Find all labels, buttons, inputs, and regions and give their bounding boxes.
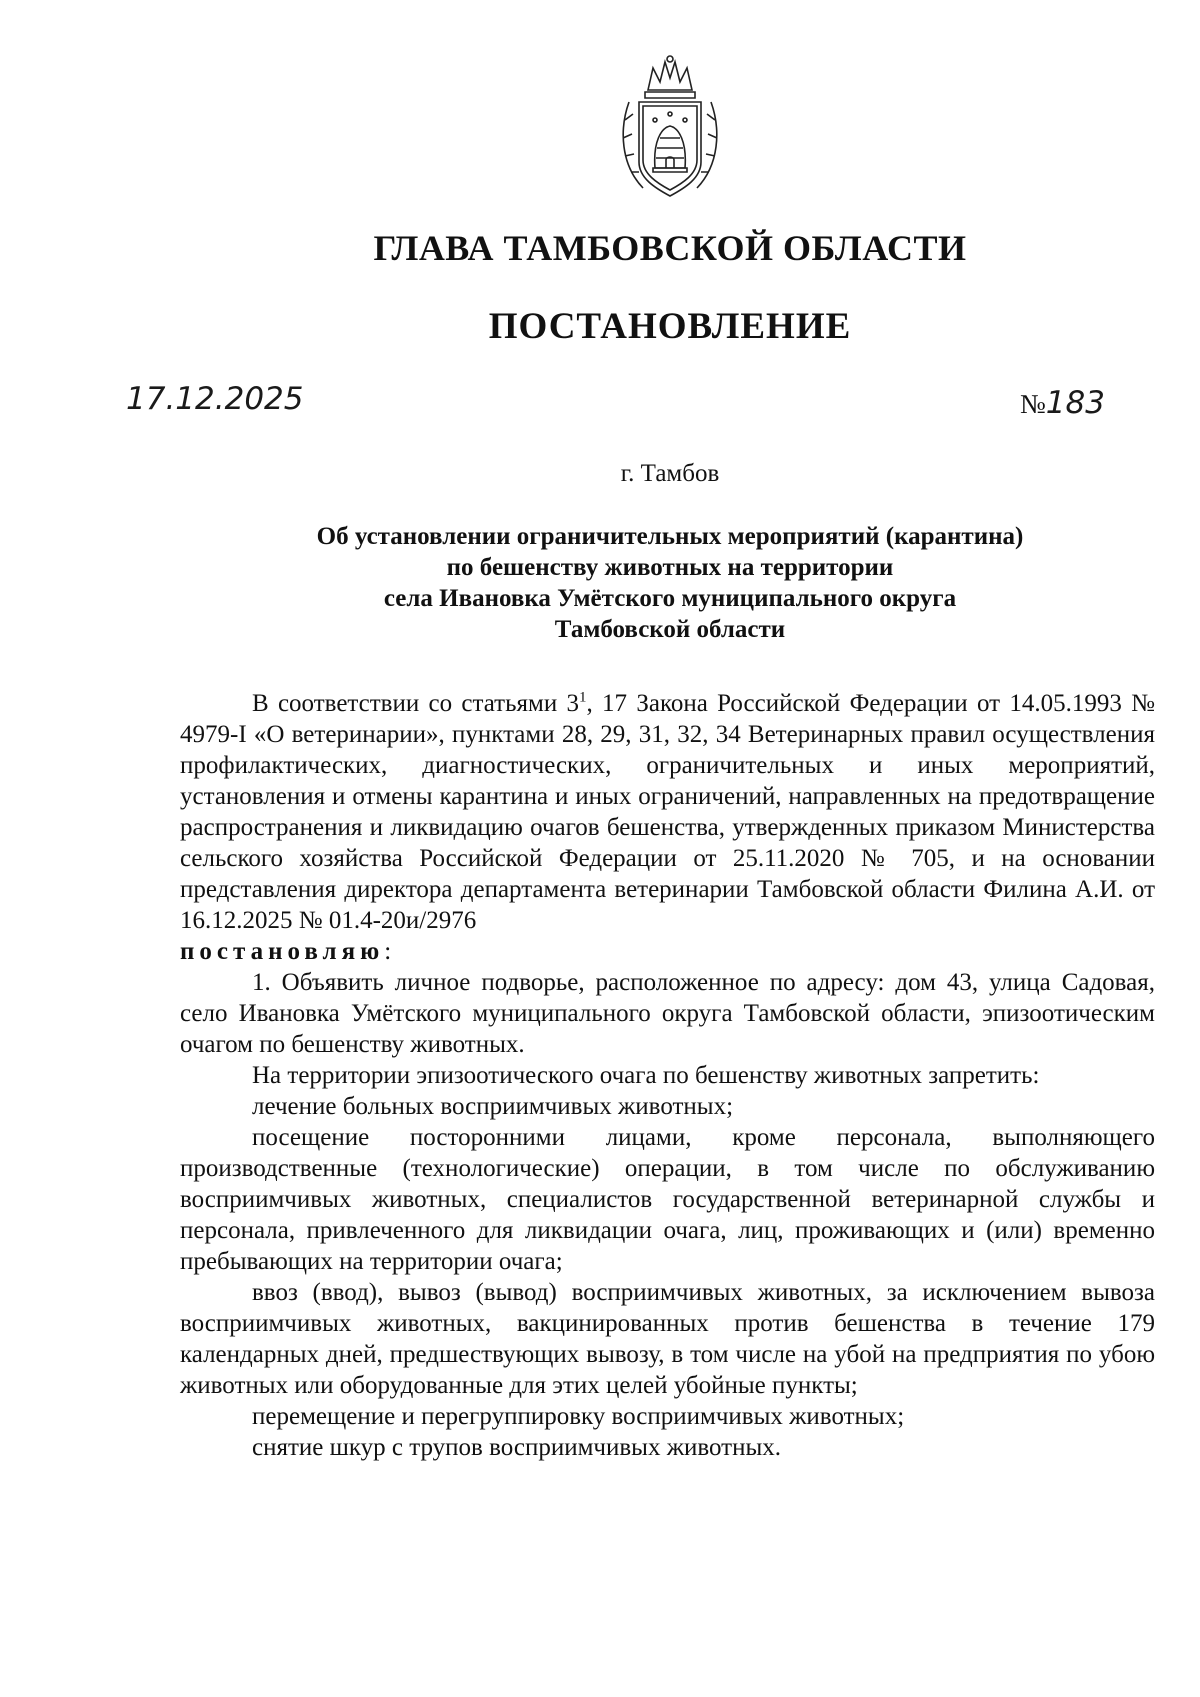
resolve-line — [180, 936, 1155, 967]
title-line: села Ивановка Умётского муниципального округа — [383, 585, 957, 612]
prohibition-item: ввоз (ввод), вывоз (вывод) восприимчивых животных, за исключением вывоза восприимчивых животных, вакцинированных против бешенства в течение 179 календарных дней, предшествующих вывозу, в том числе на убой на предприятия по убою животных или оборудованные для этих целей убойные пункты; — [180, 1279, 1155, 1399]
number-sign: № — [1020, 389, 1046, 419]
prohibition-item: перемещение и перегруппировку восприимчивых животных; — [252, 1403, 905, 1430]
preamble-text-start: В соответствии со статьями 3 — [252, 690, 579, 717]
preamble-text-rest: , 17 Закона Российской Федерации от 14.05.1993 № 4979-I «О ветеринарии», пунктами 28, 29, 31, 32, 34 Ветеринарных правил осуществления профилактических, диагностических, ограничительных и иных мероприятий, установления и отмены карантина и иных ограничений, направленных на предотвращение распространения и ликвидацию очагов бешенства, утвержденных приказом Министерства сельского хозяйства Российской Федерации от 25.11.2020 № 705, и на основании представления директора департамента ветеринарии Тамбовской области Филина А.И. от 16.12.2025 № 01.4-20и/2976 — [180, 690, 1155, 934]
document-body — [180, 688, 1155, 1463]
resolve-word: постановляю — [180, 938, 385, 965]
document-type-heading: ПОСТАНОВЛЕНИЕ — [488, 306, 852, 347]
prohibition-item: снятие шкур с трупов восприимчивых животных. — [252, 1434, 782, 1461]
document-number — [1020, 385, 1105, 421]
title-line: по бешенству животных на территории — [446, 554, 894, 581]
document-title — [180, 521, 1160, 645]
issuing-authority-title: ГЛАВА ТАМБОВСКОЙ ОБЛАСТИ — [373, 228, 967, 268]
prohibition-item: посещение посторонними лицами, кроме персонала, выполняющего производственные (технологические) операции, в том числе по обслуживанию восприимчивых животных, специалистов государственной ветеринарной службы и персонала, привлеченного для ликвидации очага, лиц, проживающих и (или) временно пребывающих на территории очага; — [180, 1124, 1155, 1275]
prohibition-item: лечение больных восприимчивых животных; — [252, 1093, 734, 1120]
preamble-paragraph — [180, 688, 1155, 936]
tambov-coat-of-arms-icon — [615, 50, 725, 202]
clause-1-paragraph: 1. Объявить личное подворье, расположенное по адресу: дом 43, улица Садовая, село Ивановка Умётского муниципального округа Тамбовской области, эпизоотическим очагом по бешенству животных. — [180, 969, 1155, 1058]
title-line: Тамбовской области — [554, 616, 786, 643]
city-line: г. Тамбов — [620, 460, 720, 487]
article-superscript: 1 — [579, 689, 587, 706]
prohibition-intro: На территории эпизоотического очага по бешенству животных запретить: — [252, 1062, 1040, 1089]
document-date: 17.12.2025 — [126, 381, 304, 417]
document-number-value: 183 — [1045, 385, 1105, 421]
title-line: Об установлении ограничительных мероприятий (карантина) — [316, 523, 1024, 550]
resolve-colon: : — [384, 938, 392, 965]
